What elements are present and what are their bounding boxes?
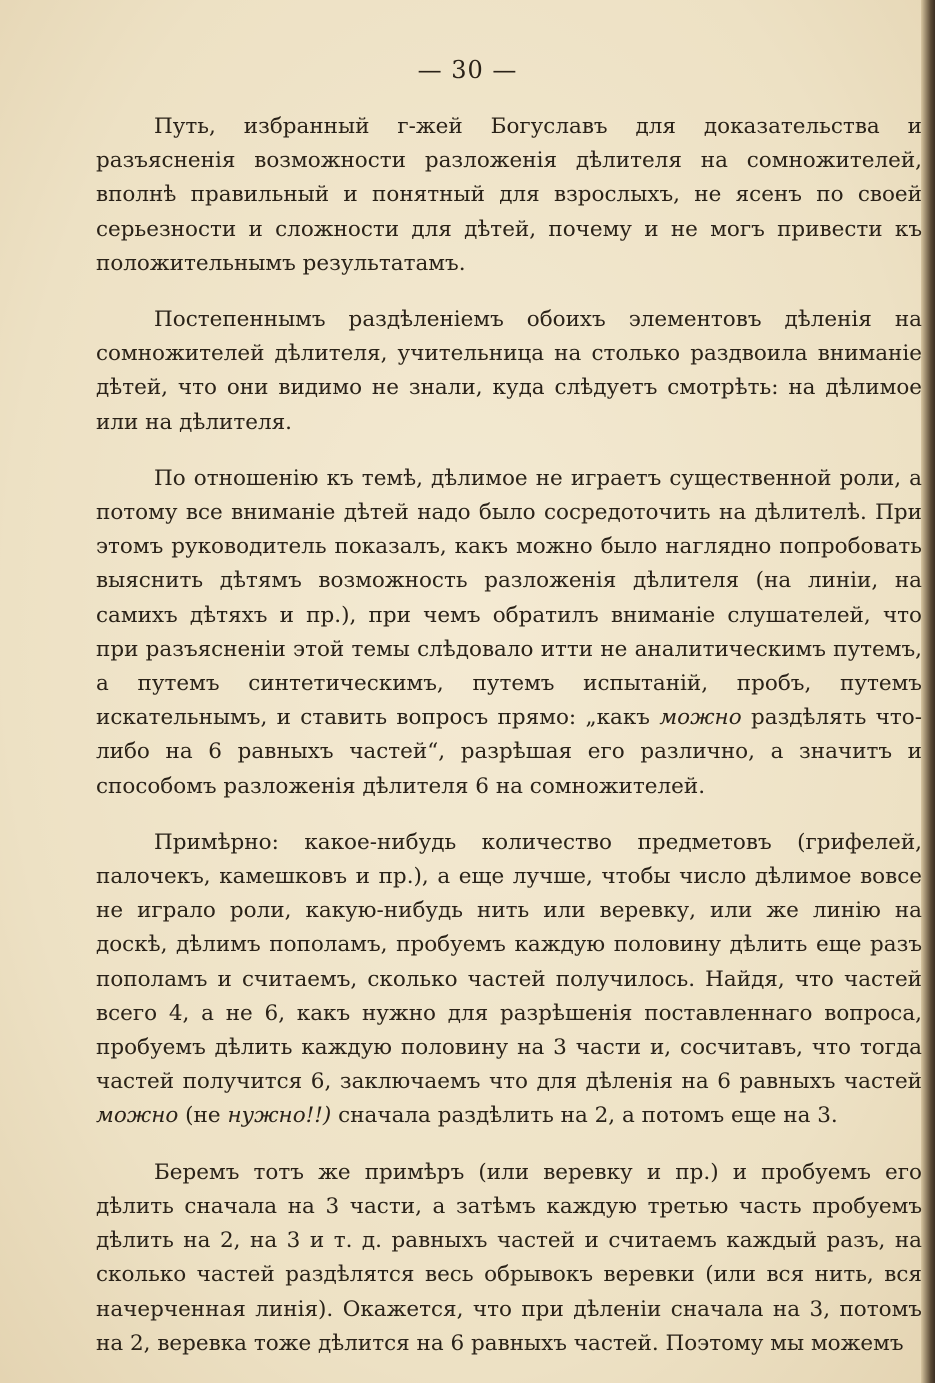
paragraph-3: По отношенію къ темѣ, дѣлимое не играетъ существенной роли, а потому все вниманіе дѣтей надо было сосредоточить на дѣлителѣ. При этомъ руководитель показалъ, какъ можно было наглядно попробовать выяснить дѣтямъ возможность разложенія дѣлителя (на линіи, на самихъ дѣтяхъ и пр.), при чемъ обратилъ вниманіе слушателей, что при разъясненіи этой темы слѣдовало итти не аналитическимъ путемъ, а путемъ синтетическимъ, путемъ испытаній, пробъ, путемъ искательнымъ, и ставить вопросъ прямо: „какъ можно раздѣлять что-либо на 6 равныхъ частей“, разрѣшая его различно, а значитъ и способомъ разложенія дѣлителя 6 на сомножителей.	[96, 465, 922, 799]
page-number: — 30 —	[417, 56, 518, 84]
emphasis-mozhno: можно	[659, 705, 742, 731]
emphasis-mozhno: можно	[96, 1103, 179, 1129]
paragraph-4: Примѣрно: какое-нибудь количество предметовъ (грифелей, палочекъ, камешковъ и пр.), а еще лучше, чтобы число дѣлимое вовсе не играло роли, какую-нибудь нить или веревку, или же линію на доскѣ, дѣлимъ пополамъ, пробуемъ каждую половину дѣлить еще разъ пополамъ и считаемъ, сколько частей получилось. Найдя, что частей всего 4, а не 6, какъ нужно для разрѣшенія поставленнаго вопроса, пробуемъ дѣлить каждую половину на 3 части и, сосчитавъ, что тогда частей получится 6, заключаемъ что для дѣленія на 6 равныхъ частей можно (не нужно!!) сначала раздѣлить на 2, а потомъ еще на 3.	[96, 829, 922, 1129]
paragraph-1: Путь, избранный г-жей Богуславъ для доказательства и разъясненія возможности разложенія дѣлителя на сомножителей, вполнѣ правильный и понятный для взрослыхъ, не ясенъ по своей серьезности и сложности для дѣтей, почему и не могъ привести къ положительнымъ результатамъ.	[96, 114, 922, 276]
paragraph-2: Постепеннымъ раздѣленіемъ обоихъ элементовъ дѣленія на сомножителей дѣлителя, учительница на столько раздвоила вниманіе дѣтей, что они видимо не знали, куда слѣдуетъ смотрѣть: на дѣлимое или на дѣлителя.	[96, 307, 922, 435]
emphasis-nuzhno: нужно!!)	[227, 1103, 332, 1129]
page-edge-shadow	[921, 0, 935, 1383]
body-text	[96, 110, 922, 1383]
paragraph-5: Беремъ тотъ же примѣръ (или веревку и пр.) и пробуемъ его дѣлить сначала на 3 части, а затѣмъ каждую третью часть пробуемъ дѣлить на 2, на 3 и т. д. равныхъ частей и считаемъ каждый разъ, на сколько частей раздѣлятся весь обрывокъ веревки (или вся нить, вся начерченная линія). Окажется, что при дѣленіи сначала на 3, потомъ на 2, веревка тоже дѣлится на 6 равныхъ частей. Поэтому мы можемъ	[96, 1159, 922, 1356]
